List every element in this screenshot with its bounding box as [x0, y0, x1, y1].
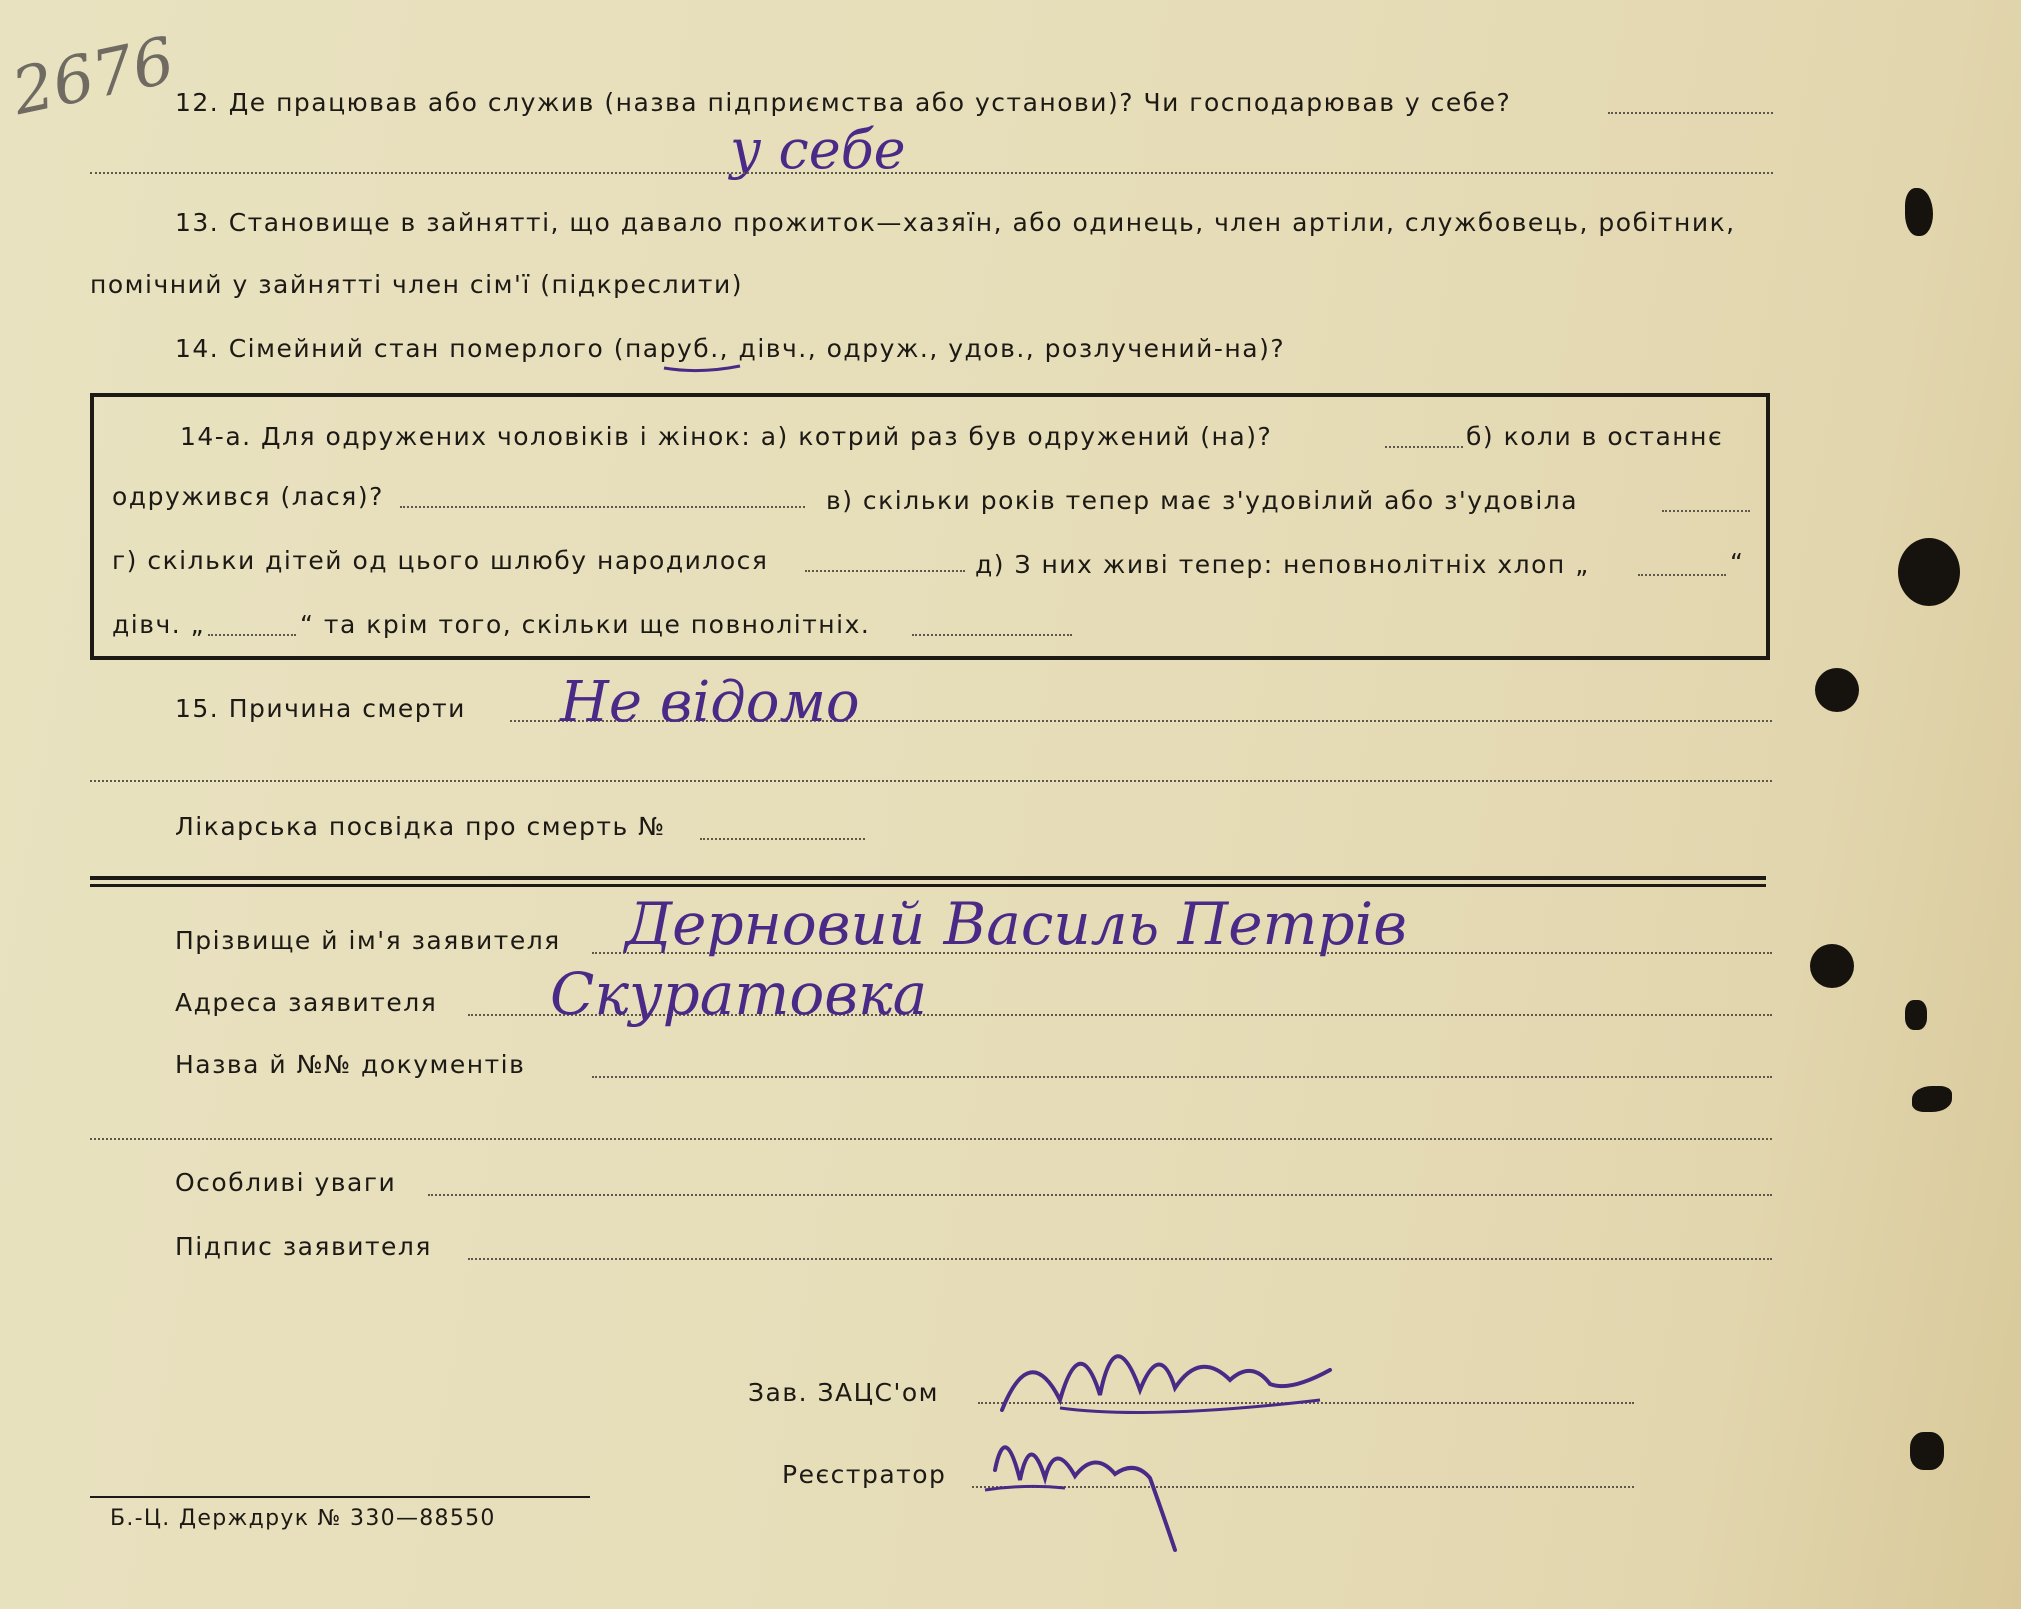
special-notes-fill	[428, 1194, 1772, 1196]
q14a-fill-b	[400, 506, 805, 508]
q14a-fill-d-boys	[1638, 574, 1726, 576]
q14a-line-2-a: одружився (лася)?	[112, 482, 384, 511]
documents-fill-line-1	[592, 1076, 1772, 1078]
applicant-signature-fill	[468, 1258, 1772, 1260]
q14-label: 14. Сімейний стан померлого (паруб., дівч., одруж., удов., розлучений-на)?	[175, 334, 1286, 363]
q14a-fill-v	[1662, 510, 1750, 512]
q14a-line-3-a: г) скільки дітей од цього шлюбу народилося	[112, 546, 769, 575]
archive-number-mark: 2676	[6, 23, 181, 131]
q14-underline-mark	[660, 358, 750, 378]
applicant-address-label: Адреса заявителя	[175, 988, 438, 1017]
registrar-signature	[975, 1400, 1235, 1560]
q14a-line-4-b: “ та крім того, скільки ще повнолітніх.	[300, 610, 871, 639]
section-double-rule-top	[90, 876, 1766, 880]
printer-imprint: Б.-Ц. Держдрук № 330—88550	[110, 1506, 496, 1531]
q12-answer: у себе	[730, 118, 906, 181]
q14a-line-4-a: дівч. „	[112, 610, 206, 639]
q14a-fill-d-girls	[208, 634, 296, 636]
applicant-signature-label: Підпис заявителя	[175, 1232, 432, 1261]
q13-label-line-1: 13. Становище в зайнятті, що давало прожиток—хазяїн, або одинець, член артіли, службовець, робітник,	[175, 208, 1736, 237]
q14a-line-2-b: в) скільки років тепер має з'удовілий або з'удовіла	[826, 486, 1579, 515]
binding-hole	[1905, 188, 1933, 236]
q14a-fill-g	[805, 570, 965, 572]
head-of-registry-label: Зав. ЗАЦС'ом	[748, 1378, 939, 1407]
binding-hole	[1910, 1432, 1944, 1470]
q14a-fill-adults	[912, 634, 1072, 636]
q14a-line-1-a: 14-а. Для одружених чоловіків і жінок: а) котрий раз був одружений (на)?	[180, 422, 1273, 451]
q12-fill-line-2	[90, 172, 1773, 174]
binding-hole	[1815, 668, 1859, 712]
binding-hole	[1898, 538, 1960, 606]
q14a-line-3-b: д) З них живі тепер: неповнолітніх хлоп „	[975, 550, 1590, 579]
binding-hole	[1810, 944, 1854, 988]
applicant-name-value: Дерновий Василь Петрів	[625, 890, 1407, 958]
q13-label-line-2: помічний у зайнятті член сім'ї (підкреслити)	[90, 270, 743, 299]
q14a-line-1-b: б) коли в останнє	[1466, 422, 1724, 451]
applicant-address-value: Скуратовка	[550, 960, 928, 1028]
q15-label: 15. Причина смерти	[175, 694, 466, 723]
q15-fill-line-2	[90, 780, 1772, 782]
medical-certificate-label: Лікарська посвідка про смерть №	[175, 812, 666, 841]
applicant-name-label: Прізвище й ім'я заявителя	[175, 926, 561, 955]
section-double-rule-bottom	[90, 884, 1766, 887]
medical-certificate-fill	[700, 838, 865, 840]
q12-label: 12. Де працював або служив (назва підприємства або установи)? Чи господарював у себе?	[175, 88, 1512, 117]
binding-hole	[1905, 1000, 1927, 1030]
q14a-line-3-c: “	[1730, 548, 1745, 577]
q15-answer: Не відомо	[560, 670, 860, 735]
q14a-fill-a	[1385, 446, 1463, 448]
registrar-label: Реєстратор	[782, 1460, 947, 1489]
binding-hole	[1912, 1086, 1952, 1112]
special-notes-label: Особливі уваги	[175, 1168, 397, 1197]
q12-fill-line-1	[1608, 112, 1773, 114]
documents-label: Назва й №№ документів	[175, 1050, 526, 1079]
documents-fill-line-2	[90, 1138, 1772, 1140]
footer-rule	[90, 1496, 590, 1498]
